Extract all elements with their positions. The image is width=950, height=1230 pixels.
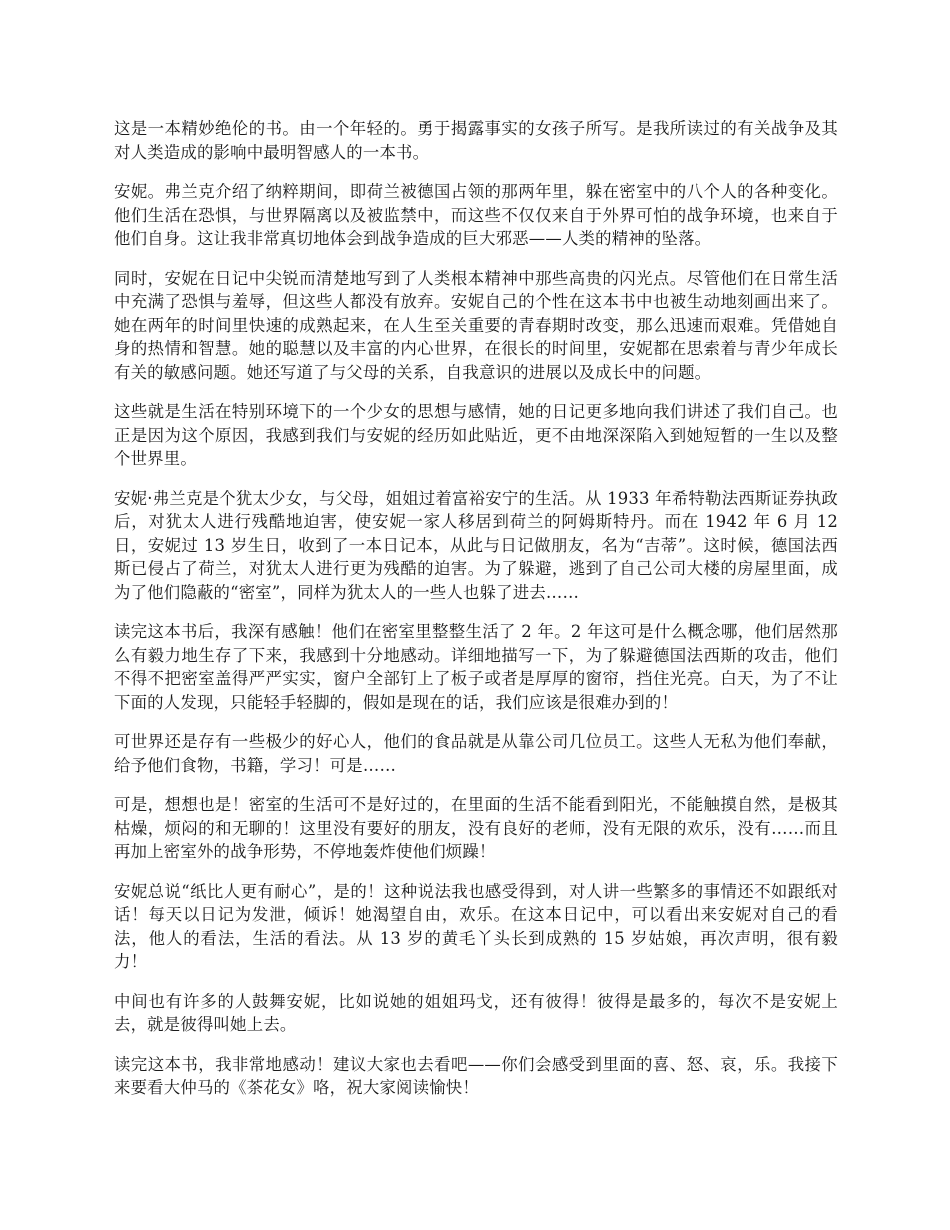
paragraph-6: 读完这本书后，我深有感触！他们在密室里整整生活了 2 年。2 年这可是什么概念哪，他们居然那么有毅力地生存了下来，我感到十分地感动。详细地描写一下，为了躲避德国法西斯的攻击，他们不得不把密室盖得严严实实，窗户全部钉上了板子或者是厚厚的窗帘，挡住光亮。白天，为了不让下面的人发现，只能轻手轻脚的，假如是现在的话，我们应该是很难办到的！ xyxy=(114,622,838,712)
paragraph-4: 这些就是生活在特别环境下的一个少女的思想与感情，她的日记更多地向我们讲述了我们自己。也正是因为这个原因，我感到我们与安妮的经历如此贴近，更不由地深深陷入到她短暂的一生以及整个世界里。 xyxy=(114,402,838,468)
paragraph-2: 安妮。弗兰克介绍了纳粹期间，即荷兰被德国占领的那两年里，躲在密室中的八个人的各种变化。他们生活在恐惧，与世界隔离以及被监禁中，而这些不仅仅来自于外界可怕的战争环境，也来自于他们自身。这让我非常真切地体会到战争造成的巨大邪恶——人类的精神的坠落。 xyxy=(114,182,838,248)
paragraph-7: 可世界还是存有一些极少的好心人，他们的食品就是从靠公司几位员工。这些人无私为他们奉献，给予他们食物，书籍，学习！可是…… xyxy=(114,732,838,775)
paragraph-9: 安妮总说“纸比人更有耐心”，是的！这种说法我也感受得到，对人讲一些繁多的事情还不如跟纸对话！每天以日记为发泄，倾诉！她渴望自由，欢乐。在这本日记中，可以看出来安妮对自己的看法，他人的看法，生活的看法。从 13 岁的黄毛丫头长到成熟的 15 岁姑娘，再次声明，很有毅力！ xyxy=(114,881,838,971)
paragraph-8: 可是，想想也是！密室的生活可不是好过的，在里面的生活不能看到阳光，不能触摸自然，是极其枯燥，烦闷的和无聊的！这里没有要好的朋友，没有良好的老师，没有无限的欢乐，没有……而且再加上密室外的战争形势，不停地轰炸使他们烦躁！ xyxy=(114,795,838,861)
paragraph-1: 这是一本精妙绝伦的书。由一个年轻的。勇于揭露事实的女孩子所写。是我所读过的有关战争及其对人类造成的影响中最明智感人的一本书。 xyxy=(114,119,838,162)
paragraph-11: 读完这本书，我非常地感动！建议大家也去看吧——你们会感受到里面的喜、怒、哀，乐。我接下来要看大仲马的《茶花女》咯，祝大家阅读愉快！ xyxy=(114,1054,838,1097)
paragraph-3: 同时，安妮在日记中尖锐而清楚地写到了人类根本精神中那些高贵的闪光点。尽管他们在日常生活中充满了恐惧与羞辱，但这些人都没有放弃。安妮自己的个性在这本书中也被生动地刻画出来了。她在两年的时间里快速的成熟起来，在人生至关重要的青春期时改变，那么迅速而艰难。凭借她自身的热情和智慧。她的聪慧以及丰富的内心世界，在很长的时间里，安妮都在思索着与青少年成长有关的敏感问题。她还写道了与父母的关系，自我意识的进展以及成长中的问题。 xyxy=(114,268,838,382)
paragraph-10: 中间也有许多的人鼓舞安妮，比如说她的姐姐玛戈，还有彼得！彼得是最多的，每次不是安妮上去，就是彼得叫她上去。 xyxy=(114,991,838,1034)
paragraph-5: 安妮·弗兰克是个犹太少女，与父母，姐姐过着富裕安宁的生活。从 1933 年希特勒法西斯证券执政后，对犹太人进行残酷地迫害，使安妮一家人移居到荷兰的阿姆斯特丹。而在 1942 年 6 月 12 日，安妮过 13 岁生日，收到了一本日记本，从此与日记做朋友，名为“吉蒂”。这时候，德国法西斯已侵占了荷兰，对犹太人进行更为残酷的迫害。为了躲避，逃到了自己公司大楼的房屋里面，成为了他们隐蔽的“密室”，同样为犹太人的一些人也躲了进去…… xyxy=(114,488,838,602)
